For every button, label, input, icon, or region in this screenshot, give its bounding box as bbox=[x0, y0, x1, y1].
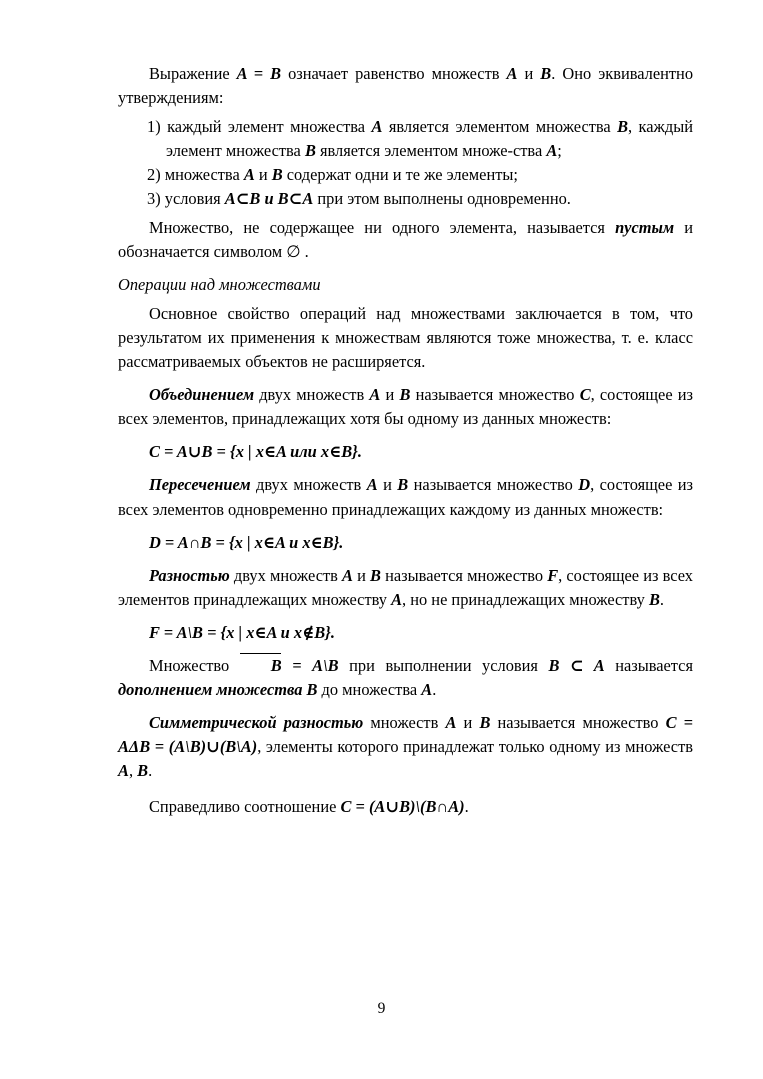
list-item bbox=[135, 187, 693, 211]
term-complement: дополнением множества B bbox=[118, 679, 318, 699]
text-segment: содержат одни и те же элементы; bbox=[282, 165, 518, 185]
math-var-b2: B bbox=[648, 589, 660, 609]
text-segment: , состоящее из всех элементов принадлежащих множеству bbox=[118, 565, 694, 609]
text-segment: , каждый элемент множества bbox=[166, 117, 693, 161]
list-item bbox=[135, 163, 693, 187]
text-segment: множеств bbox=[363, 712, 446, 732]
spacer bbox=[118, 645, 693, 654]
text-segment: , элементы которого принадлежат только одному из множеств bbox=[257, 736, 693, 756]
text-segment: при выполнении условия bbox=[338, 655, 549, 675]
math-var: B bbox=[617, 117, 629, 137]
text-segment: и обозначается символом ∅ . bbox=[118, 218, 693, 262]
list-marker: 3) bbox=[147, 189, 161, 209]
text-segment: , но не принадлежащих множеству bbox=[402, 589, 649, 609]
text-segment: , состоящее из всех элементов, принадлежащих хотя бы одному из данных множеств: bbox=[118, 385, 694, 429]
math-var-b2: B bbox=[137, 760, 149, 780]
math-var-a: A bbox=[342, 565, 353, 585]
spacer bbox=[118, 612, 693, 621]
spacer bbox=[118, 702, 693, 711]
spacer bbox=[118, 464, 693, 473]
paragraph-set-equality bbox=[118, 62, 693, 110]
text-segment: ; bbox=[557, 141, 562, 161]
math-var-d: D bbox=[578, 475, 591, 495]
formula-text: D = A∩B = {x | x∈A и x∈B}. bbox=[149, 532, 344, 552]
text-segment: является элементом множе-ства bbox=[315, 141, 547, 161]
text-segment: и bbox=[377, 475, 398, 495]
math-var-c: C bbox=[579, 385, 591, 405]
text-segment: называется множество bbox=[410, 385, 580, 405]
page-content bbox=[118, 62, 693, 819]
text-segment: и bbox=[352, 565, 371, 585]
text-segment: и bbox=[517, 64, 541, 83]
text-segment: , состоящее из всех элементов одновременно принадлежащих каждому из данных множеств: bbox=[118, 475, 694, 519]
formula-text: F = A\B = {x | x∈A и x∉B}. bbox=[149, 622, 335, 642]
math-var-a2: A bbox=[391, 589, 403, 609]
text-segment: . bbox=[148, 760, 153, 780]
spacer bbox=[118, 264, 693, 273]
math-var-b-overline: B bbox=[240, 654, 282, 678]
text-segment: Справедливо соотношение bbox=[149, 796, 341, 816]
text-segment: . Оно эквивалентно утверждениям: bbox=[118, 64, 694, 108]
text-segment: . bbox=[659, 589, 664, 609]
math-var-b: B bbox=[540, 64, 552, 83]
paragraph-symmetric-difference bbox=[118, 711, 693, 783]
term-difference: Разностью bbox=[149, 565, 230, 585]
list-marker: 1) bbox=[147, 117, 161, 137]
spacer bbox=[118, 374, 693, 383]
math-var: A bbox=[546, 141, 558, 161]
math-var-b: B bbox=[479, 712, 491, 732]
math-var-b: B bbox=[397, 475, 409, 495]
math-var: B bbox=[271, 165, 283, 185]
math-expression-equality: A = B bbox=[236, 64, 282, 83]
math-expression-subset: A⊂B и B⊂A bbox=[224, 189, 314, 209]
text-segment: каждый элемент множества bbox=[167, 117, 372, 137]
math-var: A bbox=[371, 117, 383, 137]
text-segment: называется множество bbox=[490, 712, 666, 732]
paragraph-complement-definition bbox=[118, 654, 693, 702]
paragraph-union-definition bbox=[118, 383, 693, 431]
text-segment: называется bbox=[604, 655, 693, 675]
math-var: B bbox=[304, 141, 316, 161]
text-segment: означает равенство множеств bbox=[281, 64, 507, 83]
term-symmetric-difference: Симметрической разностью bbox=[149, 712, 364, 732]
math-condition-subset: B ⊂ A bbox=[548, 655, 605, 675]
math-var-a: A bbox=[506, 64, 518, 83]
formula-text: C = A∪B = {x | x∈A или x∈B}. bbox=[149, 442, 362, 462]
equivalence-statements-list bbox=[118, 115, 693, 211]
text-segment: двух множеств bbox=[250, 475, 367, 495]
text-segment: является элементом множества bbox=[382, 117, 618, 137]
math-var-b: B bbox=[399, 385, 411, 405]
page-number: 9 bbox=[377, 1000, 386, 1017]
text-segment: называется множество bbox=[380, 565, 548, 585]
text-segment: и bbox=[254, 165, 272, 185]
paragraph-intersection-definition bbox=[118, 473, 693, 521]
formula-intersection bbox=[118, 531, 693, 555]
spacer bbox=[118, 431, 693, 440]
text-segment: Множество, не содержащее ни одного элемента, называется bbox=[149, 218, 616, 238]
text-segment: при этом выполнены одновременно. bbox=[313, 189, 571, 209]
paragraph-empty-set bbox=[118, 216, 693, 264]
math-var-a: A bbox=[369, 385, 381, 405]
term-empty-set: пустым bbox=[615, 218, 675, 238]
text-segment: двух множеств bbox=[254, 385, 370, 405]
text-segment: , bbox=[128, 760, 138, 780]
paragraph-main-property: Основное свойство операций над множествами заключается в том, что результатом их применения к множествам являются тоже множества, т. е. класс рассматриваемых объектов не расширяется. bbox=[118, 304, 693, 372]
text-segment: называется множество bbox=[408, 475, 579, 495]
term-union: Объединением bbox=[149, 385, 255, 405]
formula-symmetric-difference: C = AΔB = (A\B)∪(B\A) bbox=[118, 712, 694, 756]
text-segment: Множество bbox=[149, 655, 240, 675]
list-marker: 2) bbox=[147, 165, 161, 185]
list-item bbox=[135, 115, 693, 163]
section-heading-operations: Операции над множествами bbox=[118, 275, 321, 295]
text-segment: и bbox=[380, 385, 400, 405]
math-var-a: A bbox=[421, 679, 433, 699]
text-segment: условия bbox=[164, 189, 225, 209]
math-var: A bbox=[243, 165, 255, 185]
text-segment: Выражение bbox=[149, 64, 237, 83]
text-segment: до множества bbox=[317, 679, 422, 699]
math-expression-complement: = A\B bbox=[281, 655, 339, 675]
spacer bbox=[118, 555, 693, 564]
math-var-a: A bbox=[445, 712, 457, 732]
text-segment: . bbox=[432, 679, 437, 699]
paragraph-relation bbox=[118, 795, 693, 819]
formula-union bbox=[118, 440, 693, 464]
formula-difference bbox=[118, 621, 693, 645]
paragraph-difference-definition bbox=[118, 564, 693, 612]
text-segment: множества bbox=[164, 165, 244, 185]
math-var-f: F bbox=[547, 565, 559, 585]
math-var-a2: A bbox=[118, 760, 129, 780]
math-var-a: A bbox=[366, 475, 378, 495]
text-segment: и bbox=[456, 712, 480, 732]
text-segment: . bbox=[464, 796, 469, 816]
spacer bbox=[118, 522, 693, 531]
spacer bbox=[118, 783, 693, 795]
math-var-b: B bbox=[370, 565, 381, 585]
term-intersection: Пересечением bbox=[149, 475, 251, 495]
formula-relation: C = (A∪B)\(B∩A) bbox=[340, 796, 465, 816]
text-segment: двух множеств bbox=[229, 565, 343, 585]
